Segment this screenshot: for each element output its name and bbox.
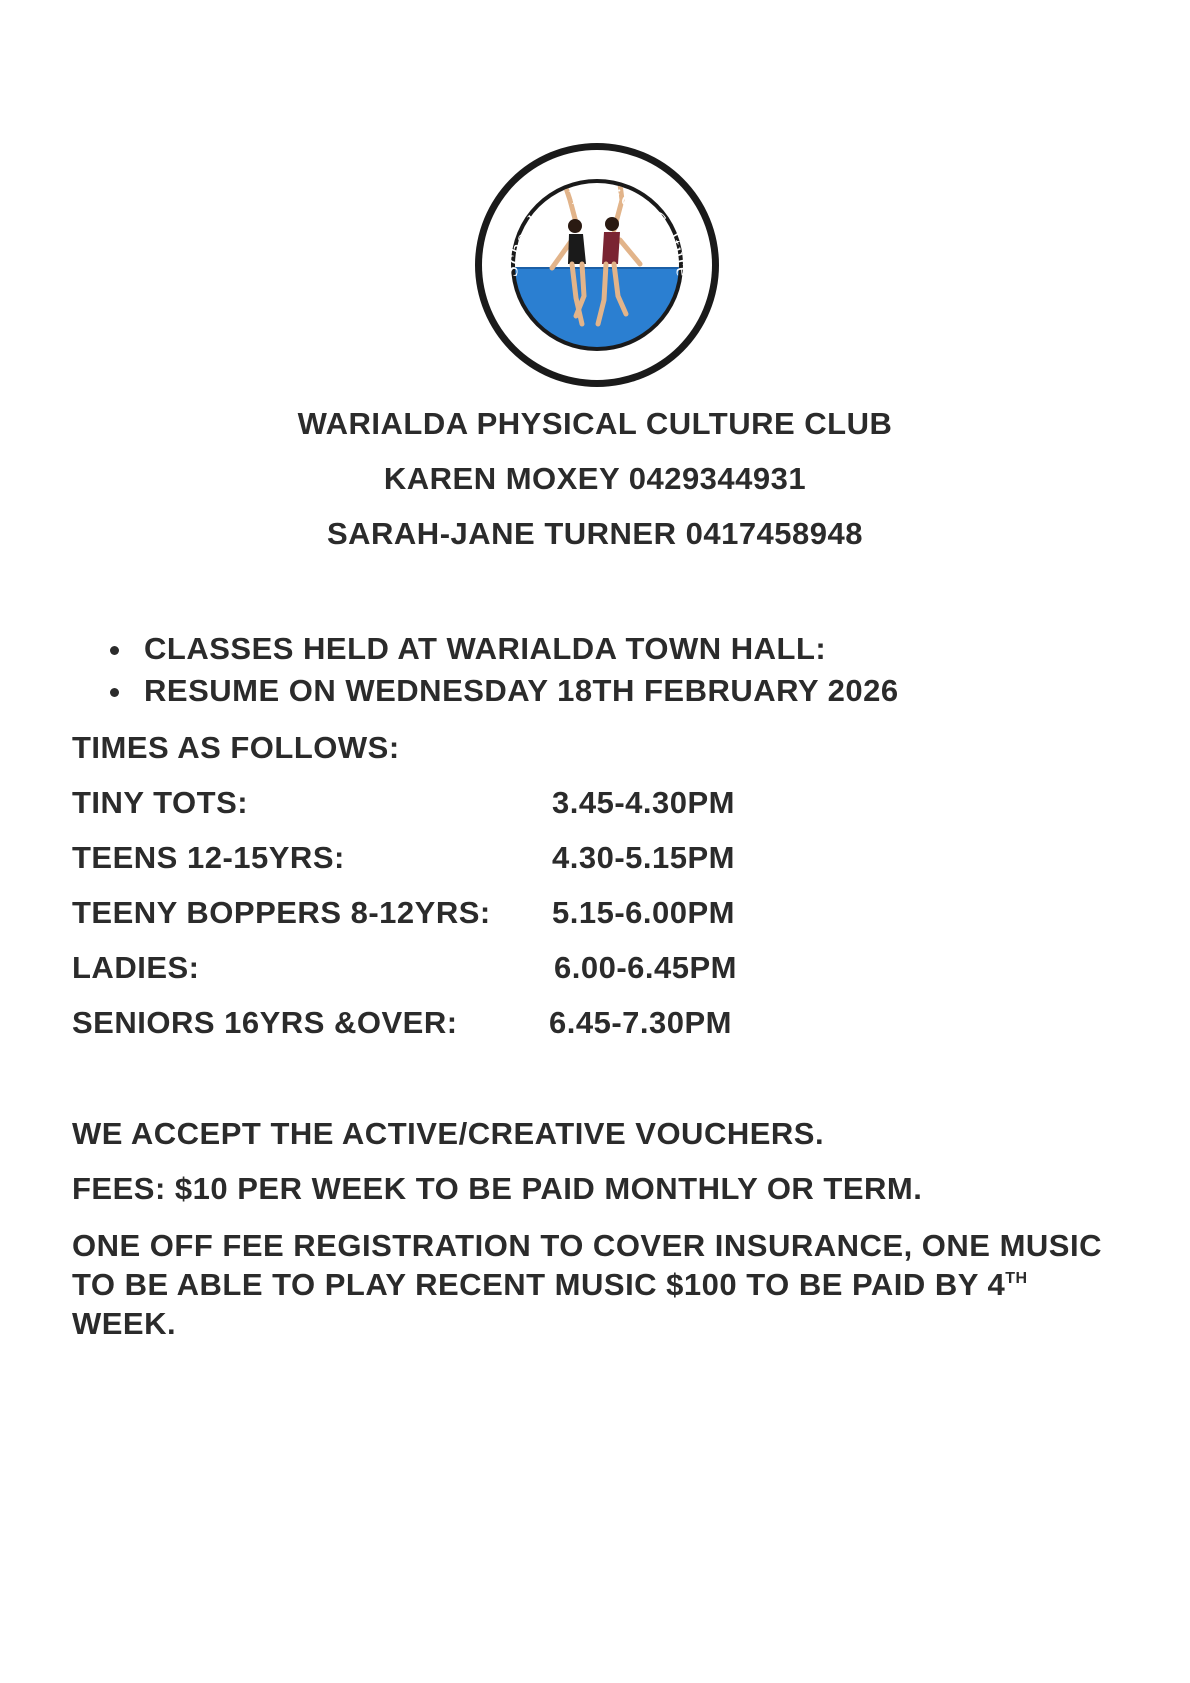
info-bullet-list	[106, 628, 899, 712]
schedule-row	[72, 785, 792, 825]
info-bullet-venue	[106, 628, 899, 670]
bullet-dot-icon	[110, 688, 119, 697]
schedule-class-name: LADIES:	[72, 950, 200, 985]
logo-arc-text: School Of Physical Culture	[499, 182, 695, 278]
schedule-class-name: TEENY BOPPERS 8-12YRS:	[72, 895, 491, 930]
schedule-row	[72, 950, 792, 990]
schedule-row	[72, 895, 792, 935]
schedule-class-name: SENIORS 16YRS &OVER:	[72, 1005, 458, 1040]
info-bullet-resume	[106, 670, 899, 712]
registration-text-end: WEEK.	[72, 1306, 177, 1341]
club-name: WARIALDA PHYSICAL CULTURE CLUB	[297, 406, 893, 441]
contact-karen: KAREN MOXEY 0429344931	[383, 461, 807, 496]
schedule-row	[72, 1005, 792, 1045]
schedule-class-name: TEENS 12-15YRS:	[72, 840, 345, 875]
schedule-class-time: 4.30-5.15PM	[552, 840, 735, 875]
club-logo-graphic	[472, 140, 722, 390]
schedule-class-time: 6.45-7.30PM	[549, 1005, 732, 1040]
schedule-heading: TIMES AS FOLLOWS:	[72, 730, 400, 765]
bullet-dot-icon	[110, 646, 119, 655]
info-bullet-text: RESUME ON WEDNESDAY 18TH FEBRUARY 2026	[144, 673, 899, 708]
schedule-class-time: 6.00-6.45PM	[554, 950, 737, 985]
info-bullet-text: CLASSES HELD AT WARIALDA TOWN HALL:	[144, 631, 827, 666]
fees-note: FEES: $10 PER WEEK TO BE PAID MONTHLY OR TERM.	[72, 1171, 923, 1206]
schedule-class-time: 3.45-4.30PM	[552, 785, 735, 820]
registration-text: ONE OFF FEE REGISTRATION TO COVER INSURANCE, ONE MUSIC TO BE ABLE TO PLAY RECENT MUSIC $100 TO BE PAID BY 4	[72, 1228, 1102, 1302]
logo-bottom-text: Lea	[579, 350, 615, 376]
registration-note	[72, 1226, 1132, 1343]
schedule-row	[72, 840, 792, 880]
club-logo	[472, 140, 722, 390]
schedule-class-name: TINY TOTS:	[72, 785, 249, 820]
schedule-class-time: 5.15-6.00PM	[552, 895, 735, 930]
vouchers-note: WE ACCEPT THE ACTIVE/CREATIVE VOUCHERS.	[72, 1116, 825, 1151]
contact-sarah-jane: SARAH-JANE TURNER 0417458948	[326, 516, 864, 551]
registration-ordinal-suffix: TH	[1005, 1270, 1028, 1287]
